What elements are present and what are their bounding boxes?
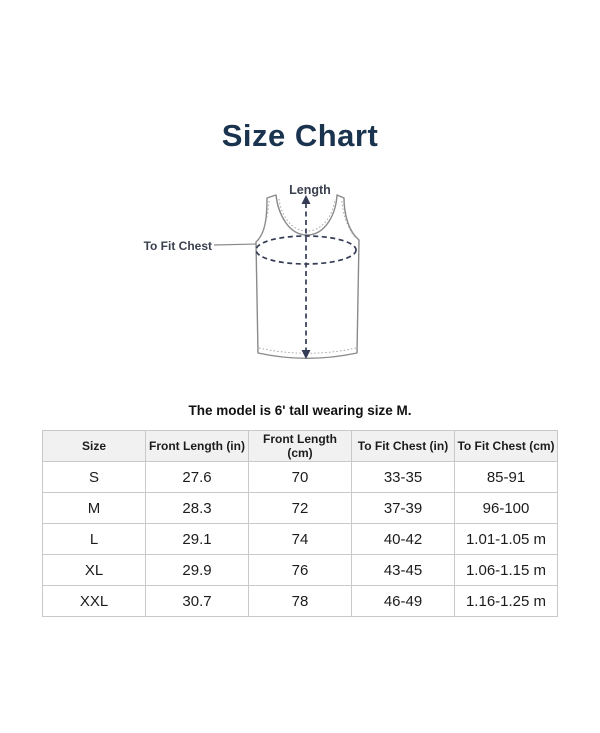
- table-row: [43, 462, 558, 493]
- table-cell: 46-49: [352, 586, 455, 617]
- table-cell: 43-45: [352, 555, 455, 586]
- table-cell: 1.06-1.15 m: [455, 555, 558, 586]
- table-cell: 33-35: [352, 462, 455, 493]
- table-cell: 1.01-1.05 m: [455, 524, 558, 555]
- chest-pointer-line: [214, 244, 257, 245]
- table-cell: 78: [249, 586, 352, 617]
- table-cell: 85-91: [455, 462, 558, 493]
- table-cell: XL: [43, 555, 146, 586]
- table-cell: 37-39: [352, 493, 455, 524]
- table-cell: 27.6: [146, 462, 249, 493]
- table-cell: S: [43, 462, 146, 493]
- column-header: Front Length (in): [146, 431, 249, 462]
- tank-top-outline: [256, 195, 359, 358]
- table-cell: 72: [249, 493, 352, 524]
- table-cell: XXL: [43, 586, 146, 617]
- table-row: [43, 555, 558, 586]
- table-cell: 28.3: [146, 493, 249, 524]
- table-cell: 76: [249, 555, 352, 586]
- table-cell: 29.9: [146, 555, 249, 586]
- table-cell: M: [43, 493, 146, 524]
- table-row: [43, 524, 558, 555]
- length-label: Length: [289, 183, 331, 197]
- model-note: The model is 6' tall wearing size M.: [188, 403, 412, 418]
- table-cell: 74: [249, 524, 352, 555]
- column-header: Size: [43, 431, 146, 462]
- tank-top-illustration: [140, 183, 380, 373]
- column-header: To Fit Chest (cm): [455, 431, 558, 462]
- to-fit-chest-label: To Fit Chest: [143, 239, 212, 253]
- table-row: [43, 493, 558, 524]
- column-header: Front Length (cm): [249, 431, 352, 462]
- table-cell: 40-42: [352, 524, 455, 555]
- page-title: Size Chart: [221, 118, 379, 153]
- tank-top-diagram: [140, 183, 380, 373]
- table-cell: 29.1: [146, 524, 249, 555]
- size-table: [42, 430, 558, 617]
- table-row: [43, 586, 558, 617]
- table-cell: 70: [249, 462, 352, 493]
- column-header: To Fit Chest (in): [352, 431, 455, 462]
- table-cell: 96-100: [455, 493, 558, 524]
- table-cell: 1.16-1.25 m: [455, 586, 558, 617]
- table-cell: 30.7: [146, 586, 249, 617]
- table-cell: L: [43, 524, 146, 555]
